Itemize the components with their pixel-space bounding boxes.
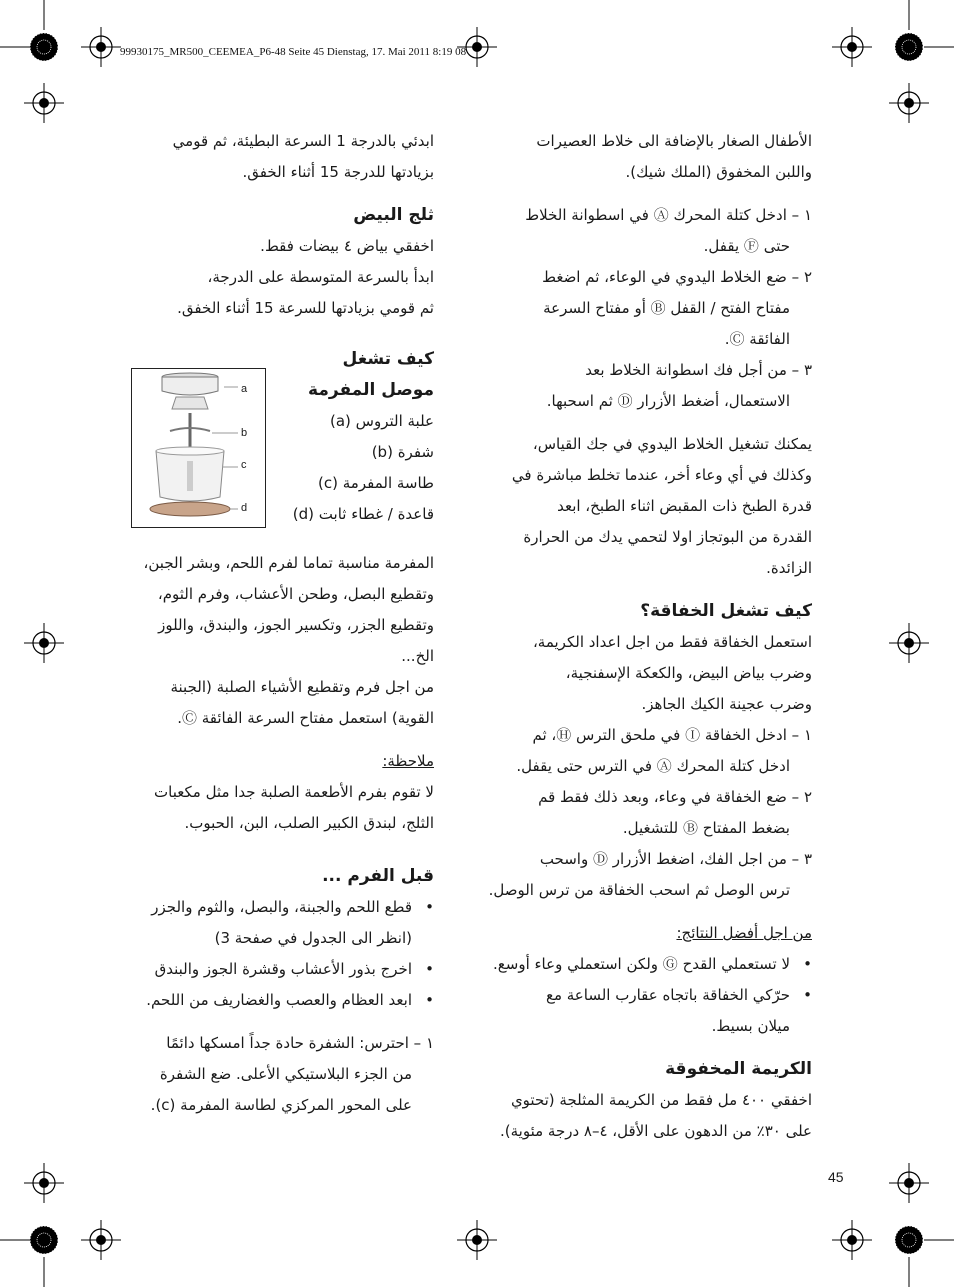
- text-line: [120, 579, 434, 610]
- line-text: ابعد العظام والعصب والغضاريف من اللحم.: [146, 991, 412, 1009]
- line-text: قدرة الطبخ ذات المقبض اثناء الطبخ، ابعد: [557, 497, 812, 515]
- text-line: [470, 720, 812, 751]
- line-text: قطع اللحم والجبنة، والبصل، والثوم والجزر: [151, 898, 412, 916]
- spacer: [120, 734, 434, 746]
- line-text: الزائدة.: [766, 559, 812, 577]
- line-text: يمكنك تشغيل الخلاط اليدوي في جك القياس،: [532, 435, 812, 453]
- line-text: وتقطيع البصل، وطحن الأعشاب، وفرم الثوم،: [157, 585, 434, 603]
- bullet-item: [470, 949, 812, 980]
- bullet-item: [120, 954, 434, 985]
- line-text: الفائقة Ⓒ.: [724, 330, 790, 348]
- line-text: حرّكي الخفاقة باتجاه عقارب الساعة مع: [545, 986, 790, 1004]
- line-text: القوية) استعمل مفتاح السرعة الفائقة Ⓒ.: [177, 709, 434, 727]
- text-line: [470, 751, 812, 782]
- text-line: [120, 1028, 434, 1059]
- line-text: من اجل أفضل النتائج:: [676, 924, 812, 942]
- text-line: [120, 157, 434, 188]
- text-line: [470, 627, 812, 658]
- text-line: [470, 324, 812, 355]
- line-text: بزيادتها للدرجة 15 أثناء الخفق.: [242, 163, 434, 181]
- line-text: الكريمة المخفوقة: [665, 1059, 812, 1079]
- text-line: [120, 548, 434, 579]
- line-text: وضرب بياض البيض، والكعكة الإسفنجية،: [565, 664, 812, 682]
- text-line: [470, 1011, 812, 1042]
- line-text: اخفقي بياض ٤ بيضات فقط.: [260, 237, 434, 255]
- line-text: من الجزء البلاستيكي الأعلى. ضع الشفرة: [159, 1065, 412, 1083]
- right-column: [470, 126, 812, 1147]
- line-text: قبل الفرم ...: [322, 866, 434, 886]
- text-line: [120, 703, 434, 734]
- text-line: [470, 1085, 812, 1116]
- text-line: [470, 386, 812, 417]
- line-text: الخ...: [401, 647, 434, 665]
- text-line: [470, 460, 812, 491]
- line-text: لا تستعملي القدح Ⓖ ولكن استعملي وعاء أوسع.: [493, 955, 790, 973]
- line-text: ابدئي بالدرجة 1 السرعة البطيئة، ثم قومي: [172, 132, 434, 150]
- spacer: [470, 188, 812, 200]
- line-text: ابدأ بالسرعة المتوسطة على الدرجة،: [207, 268, 434, 286]
- line-text: مفتاح الفتح / القفل Ⓑ أو مفتاح السرعة: [543, 299, 790, 317]
- line-text: على المحور المركزي لطاسة المفرمة (c).: [150, 1096, 412, 1114]
- text-line: [270, 406, 434, 437]
- bullet-icon: •: [425, 898, 434, 916]
- line-text: وتقطيع الجزر، وتكسير الجوز، والبندق، واللوز: [158, 616, 434, 634]
- text-line: [120, 672, 434, 703]
- line-text: ٣ – من أجل فك اسطوانة الخلاط بعد: [585, 361, 812, 379]
- text-line: [270, 499, 434, 530]
- text-line: [470, 689, 812, 720]
- page-number: 45: [828, 1169, 844, 1185]
- line-text: ٢ – ضع الخفاقة في وعاء، وبعد ذلك فقط قم: [538, 788, 812, 806]
- figure-label-b: b: [241, 427, 248, 439]
- text-line: [470, 157, 812, 188]
- text-line: [470, 553, 812, 584]
- line-text: طاسة المفرمة (c): [318, 474, 434, 492]
- text-line: [470, 1116, 812, 1147]
- text-line: [470, 491, 812, 522]
- text-line: [120, 610, 434, 641]
- bullet-item: [120, 985, 434, 1016]
- line-text: كيف تشغل: [342, 349, 434, 369]
- line-text: ثلج البيض: [353, 205, 434, 225]
- line-text: ١ – احترس: الشفرة حادة جداً امسكها دائمًا: [166, 1034, 434, 1052]
- section-heading: [470, 1054, 812, 1085]
- text-line: [470, 200, 812, 231]
- line-text: ميلان بسيط.: [711, 1017, 790, 1035]
- text-line: [470, 429, 812, 460]
- bullet-icon: •: [803, 986, 812, 1004]
- subheading: [470, 918, 812, 949]
- section-heading: [270, 375, 434, 406]
- left-column-top: [120, 126, 434, 324]
- line-text: لا تقوم بفرم الأطعمة الصلبة جدا مثل مكعبات: [154, 783, 434, 801]
- left-column-bottom: [120, 548, 434, 1121]
- figure-label-d: d: [241, 502, 248, 514]
- line-text: الثلج، لبندق الكبير الصلب، البن، الحبوب.: [184, 814, 434, 832]
- bullet-icon: •: [803, 955, 812, 973]
- text-line: [120, 1090, 434, 1121]
- line-text: حتى Ⓕ يقفل.: [703, 237, 790, 255]
- text-line: [120, 293, 434, 324]
- line-text: (انظر الى الجدول في صفحة 3): [214, 929, 412, 947]
- text-line: [470, 231, 812, 262]
- line-text: كيف تشغل الخفاقة؟: [640, 601, 812, 621]
- text-line: [120, 1059, 434, 1090]
- spacer: [470, 417, 812, 429]
- line-text: ١ – ادخل كتلة المحرك Ⓐ في اسطوانة الخلاط: [525, 206, 812, 224]
- text-line: [120, 641, 434, 672]
- line-text: ترس الوصل ثم اسحب الخفاقة من ترس الوصل.: [488, 881, 790, 899]
- line-text: شفرة (b): [371, 443, 434, 461]
- line-text: ادخل كتلة المحرك Ⓐ في الترس حتى يقفل.: [516, 757, 790, 775]
- text-line: [120, 808, 434, 839]
- line-text: موصل المفرمة: [308, 380, 434, 400]
- line-text: المفرمة مناسبة تماما لفرم اللحم، وبشر الجبن،: [143, 554, 434, 572]
- bullet-icon: •: [425, 991, 434, 1009]
- line-text: استعمل الخفاقة فقط من اجل اعداد الكريمة،: [532, 633, 812, 651]
- line-text: وضرب عجينة الكيك الجاهز.: [641, 695, 812, 713]
- text-line: [470, 875, 812, 906]
- line-text: وكذلك في أي وعاء أخر، عندما تخلط مباشرة في: [511, 466, 812, 484]
- spacer: [120, 1016, 434, 1028]
- figure-label-a: a: [241, 383, 248, 395]
- line-text: ملاحظة:: [382, 752, 434, 770]
- text-line: [470, 126, 812, 157]
- text-line: [120, 262, 434, 293]
- figure-label-c: c: [241, 459, 247, 471]
- line-text: ٣ – من اجل الفك، اضغط الأزرار Ⓓ واسحب: [539, 850, 812, 868]
- text-line: [120, 231, 434, 262]
- text-line: [120, 126, 434, 157]
- line-text: ١ – ادخل الخفاقة Ⓘ في ملحق الترس Ⓗ، ثم: [532, 726, 812, 744]
- text-line: [470, 522, 812, 553]
- line-text: بضغط المفتاح Ⓑ للتشغيل.: [622, 819, 790, 837]
- line-text: على ٣٠٪ من الدهون على الأقل، ٤–٨ درجة مئوية).: [499, 1122, 812, 1140]
- text-line: [470, 355, 812, 386]
- line-text: اخفقي ٤٠٠ مل فقط من الكريمة المثلجة (تحتوي: [510, 1091, 812, 1109]
- text-line: [470, 813, 812, 844]
- text-line: [270, 437, 434, 468]
- spacer: [120, 188, 434, 200]
- print-header: 99930175_MR500_CEEMEA_P6-48 Seite 45 Dienstag, 17. Mai 2011 8:19 08: [120, 46, 467, 58]
- line-text: الأطفال الصغار بالإضافة الى خلاط العصيرات: [536, 132, 812, 150]
- line-text: الاستعمال، أضغط الأزرار Ⓓ ثم اسحبها.: [546, 392, 790, 410]
- text-line: [470, 782, 812, 813]
- section-heading: [120, 861, 434, 892]
- chopper-block: [270, 344, 434, 530]
- text-line: [470, 844, 812, 875]
- line-text: ثم قومي بزيادتها للسرعة 15 أثناء الخفق.: [177, 299, 434, 317]
- bullet-item: [470, 980, 812, 1011]
- section-heading: [470, 596, 812, 627]
- text-line: [270, 468, 434, 499]
- bullet-icon: •: [425, 960, 434, 978]
- spacer: [470, 1042, 812, 1054]
- line-text: علبة التروس (a): [329, 412, 434, 430]
- subheading: [120, 746, 434, 777]
- line-text: القدرة من البوتجاز اولا لتحمي يدك من الحرارة: [523, 528, 812, 546]
- line-text: من اجل فرم وتقطيع الأشياء الصلبة (الجبنة: [170, 678, 434, 696]
- spacer: [120, 839, 434, 861]
- text-line: [120, 923, 434, 954]
- text-line: [470, 658, 812, 689]
- chopper-figure: [131, 368, 266, 528]
- text-line: [470, 293, 812, 324]
- line-text: قاعدة / غطاء ثابت (d): [292, 505, 434, 523]
- text-line: [470, 262, 812, 293]
- line-text: ٢ – ضع الخلاط اليدوي في الوعاء، ثم اضغط: [542, 268, 812, 286]
- line-text: اخرج بذور الأعشاب وقشرة الجوز والبندق: [154, 960, 412, 978]
- bullet-item: [120, 892, 434, 923]
- spacer: [470, 584, 812, 596]
- spacer: [470, 906, 812, 918]
- line-text: واللبن المخفوق (الملك شيك).: [625, 163, 812, 181]
- section-heading: [270, 344, 434, 375]
- section-heading: [120, 200, 434, 231]
- text-line: [120, 777, 434, 808]
